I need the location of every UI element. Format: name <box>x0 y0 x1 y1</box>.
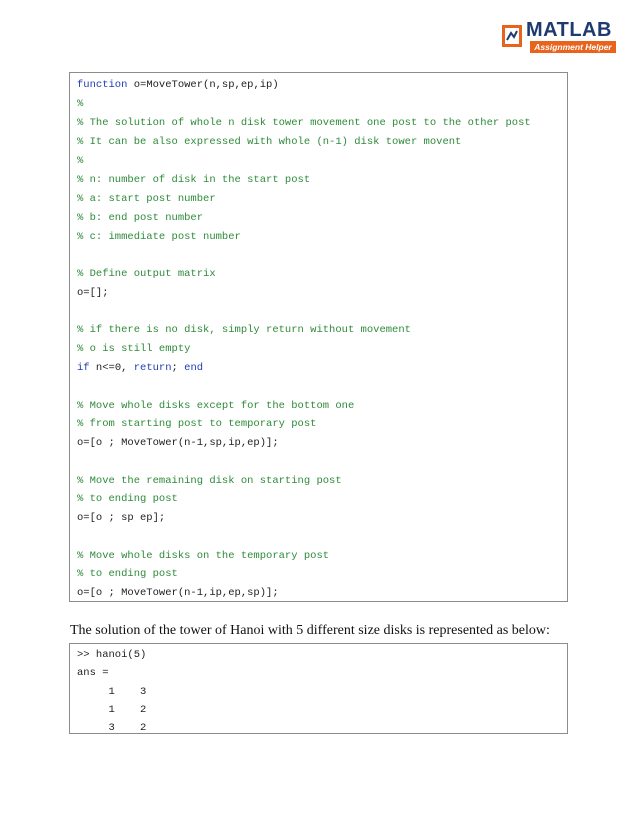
code-statement-if <box>77 362 203 375</box>
code-comment: % The solution of whole n disk tower movement one post to the other post <box>77 117 531 129</box>
output-line: ans = <box>77 667 109 679</box>
code-block-output <box>69 643 568 734</box>
code-comment: % Move whole disks on the temporary post <box>77 550 330 562</box>
code-text: ; <box>171 362 185 374</box>
keyword-end: end <box>184 362 204 374</box>
output-caption: The solution of the tower of Hanoi with 5 different size disks is represented as below: <box>70 623 550 638</box>
code-comment: % <box>77 98 84 110</box>
output-line: 1 2 <box>77 704 147 716</box>
code-comment: % Move the remaining disk on starting post <box>77 475 342 487</box>
code-text: n<=0, <box>89 362 134 374</box>
keyword-function: function <box>77 79 128 91</box>
code-comment: % Move whole disks except for the bottom one <box>77 400 355 412</box>
output-line: 1 3 <box>77 686 147 698</box>
code-comment: % a: start post number <box>77 193 216 205</box>
code-comment: % o is still empty <box>77 343 191 355</box>
matlab-assignment-helper-logo <box>500 19 618 53</box>
output-line: >> hanoi(5) <box>77 649 147 661</box>
code-comment: % if there is no disk, simply return without movement <box>77 324 411 336</box>
code-line <box>77 79 279 92</box>
code-comment: % n: number of disk in the start post <box>77 174 311 186</box>
code-statement: o=[]; <box>77 287 109 299</box>
output-line: 3 2 <box>77 722 147 734</box>
code-comment: % to ending post <box>77 568 178 580</box>
code-comment: % to ending post <box>77 493 178 505</box>
code-comment: % <box>77 155 84 167</box>
code-comment: % It can be also expressed with whole (n-1) disk tower movent <box>77 136 462 148</box>
code-comment: % c: immediate post number <box>77 231 241 243</box>
keyword-if: if <box>77 362 90 374</box>
code-comment: % b: end post number <box>77 212 204 224</box>
code-statement: o=[o ; sp ep]; <box>77 512 166 524</box>
code-comment: % from starting post to temporary post <box>77 418 317 430</box>
code-text: o=MoveTower(n,sp,ep,ip) <box>127 79 279 91</box>
logo-title: MATLAB <box>526 19 612 41</box>
code-statement: o=[o ; MoveTower(n-1,ip,ep,sp)]; <box>77 587 279 599</box>
logo-emblem-icon <box>500 22 526 50</box>
code-comment: % Define output matrix <box>77 268 216 280</box>
logo-subtitle: Assignment Helper <box>530 41 616 53</box>
keyword-return: return <box>133 362 172 374</box>
code-statement: o=[o ; MoveTower(n-1,sp,ip,ep)]; <box>77 437 279 449</box>
code-block-movetower <box>69 72 568 602</box>
